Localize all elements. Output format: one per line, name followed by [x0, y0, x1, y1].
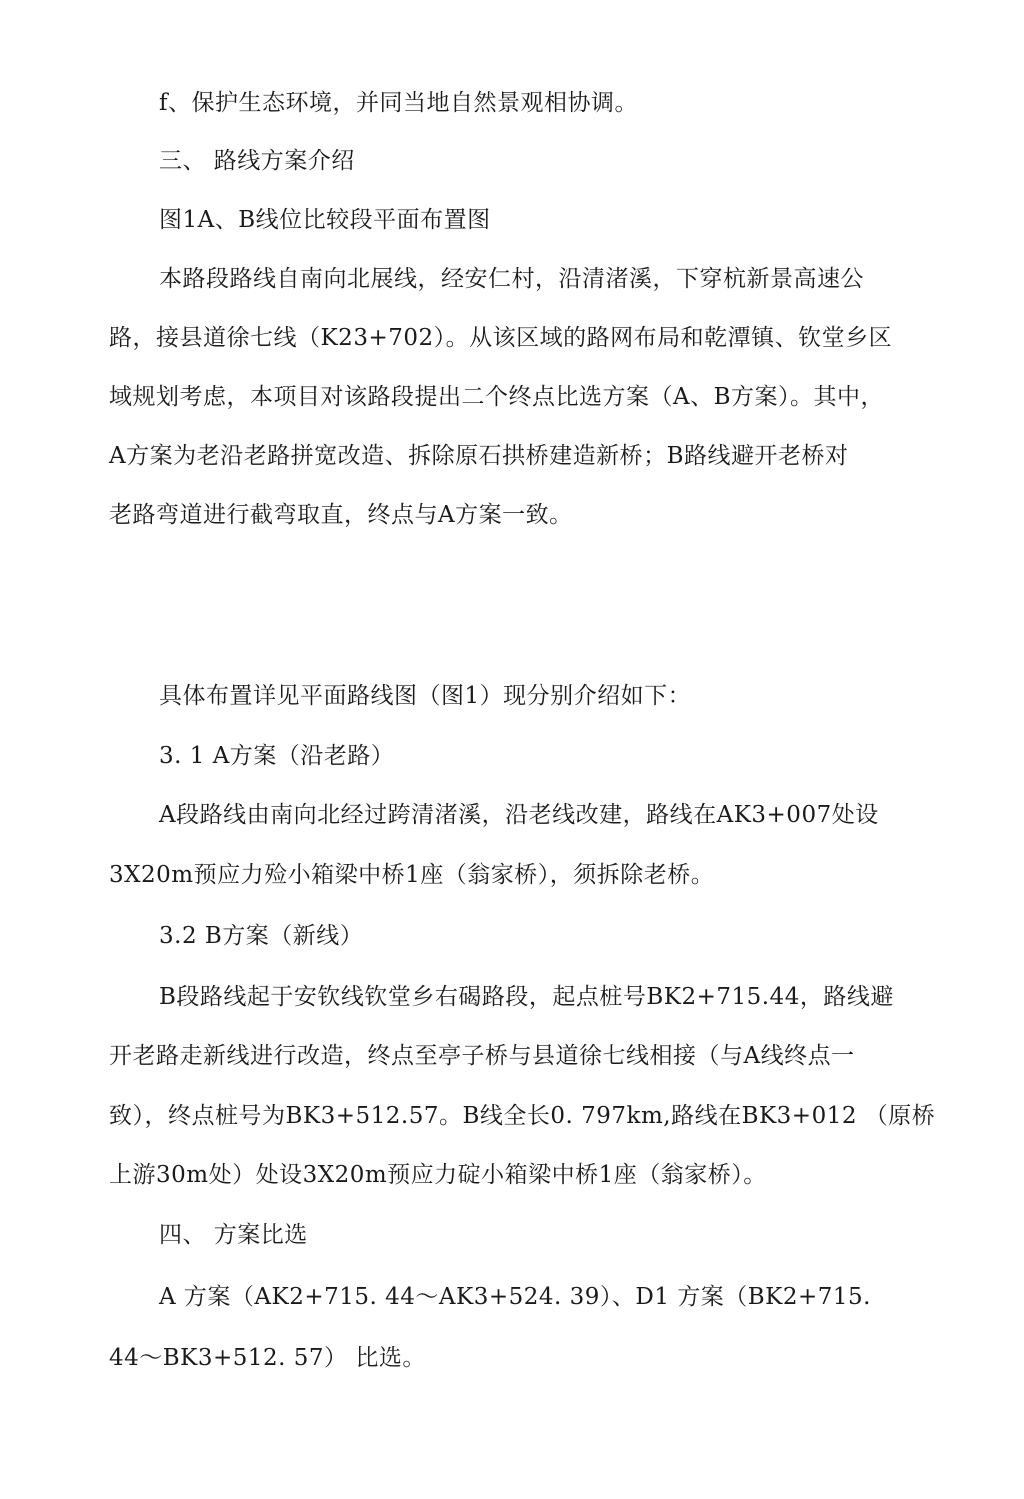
text-line: 上游30m处）处设3X20m预应力碇小箱梁中桥1座（翁家桥）。	[109, 1162, 767, 1188]
text-line: A方案为老沿老路拼宽改造、拆除原石拱桥建造新桥；B路线避开老桥对	[109, 443, 849, 469]
text-line: 路，接县道徐七线（K23+702）。从该区域的路网布局和乾潭镇、钦堂乡区	[109, 325, 893, 351]
figure-caption: 图1A、B线位比较段平面布置图	[159, 207, 491, 233]
text-line: 老路弯道进行截弯取直，终点与A方案一致。	[109, 502, 573, 528]
text-line: B段路线起于安钦线钦堂乡右碣路段，起点桩号BK2+715.44，路线避	[159, 984, 894, 1010]
section-heading: 三、 路线方案介绍	[159, 148, 355, 174]
text-line: 本路段路线自南向北展线，经安仁村，沿清渚溪，下穿杭新景高速公	[159, 266, 864, 292]
text-line: A段路线由南向北经过跨清渚溪，沿老线改建，路线在AK3+007处设	[159, 802, 879, 828]
subsection-heading: 3. 1 A方案（沿老路）	[159, 743, 395, 769]
subsection-heading: 3.2 B方案（新线）	[159, 923, 364, 949]
text-line: 44～BK3+512. 57） 比选。	[109, 1345, 426, 1371]
text-line: 致），终点桩号为BK3+512.57。B线全长0. 797km,路线在BK3+012 （原桥	[109, 1103, 936, 1129]
text-line: f、保护生态环境，并同当地自然景观相协调。	[159, 90, 639, 116]
text-line: 3X20m预应力殓小箱梁中桥1座（翁家桥），须拆除老桥。	[109, 862, 715, 888]
text-line: A 方案（AK2+715. 44～AK3+524. 39）、D1 方案（BK2+715.	[159, 1284, 871, 1310]
text-line: 具体布置详见平面路线图（图1）现分别介绍如下：	[159, 683, 692, 709]
text-line: 域规划考虑，本项目对该路段提出二个终点比选方案（A、B方案）。其中，	[109, 384, 885, 410]
section-heading: 四、 方案比选	[159, 1222, 308, 1248]
text-line: 开老路走新线进行改造，终点至亭子桥与县道徐七线相接（与A线终点一	[109, 1043, 855, 1069]
